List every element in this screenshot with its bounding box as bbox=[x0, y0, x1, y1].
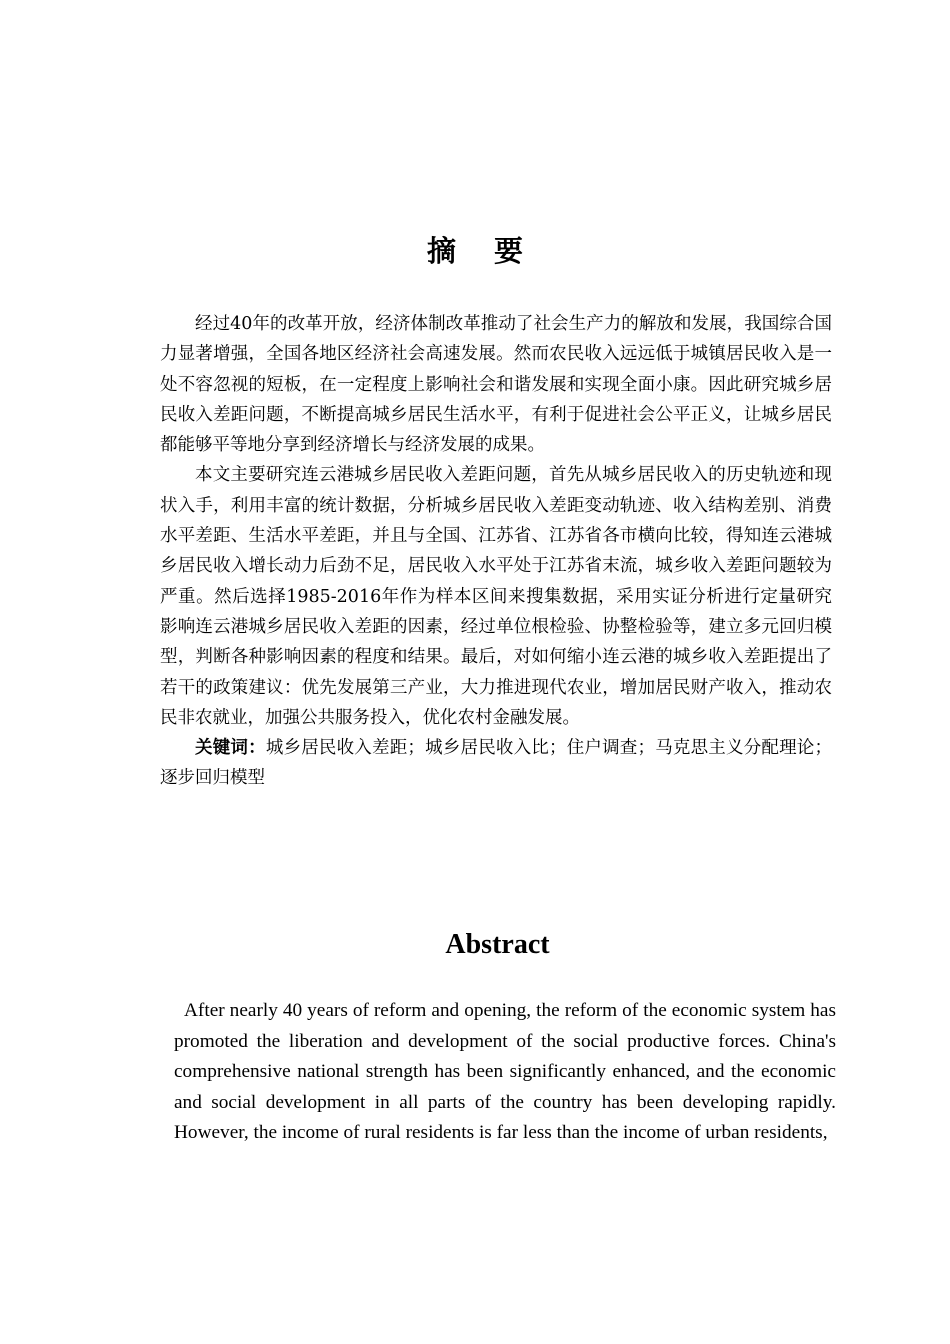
english-abstract-body bbox=[174, 996, 836, 1149]
keywords-line bbox=[160, 733, 832, 794]
english-abstract-title: Abstract bbox=[445, 929, 550, 961]
chinese-abstract-title: 摘 要 bbox=[426, 234, 538, 269]
chinese-abstract-paragraph-1: 经过40年的改革开放，经济体制改革推动了社会生产力的解放和发展，我国综合国力显著增强，全国各地区经济社会高速发展。然而农民收入远远低于城镇居民收入是一处不容忽视的短板，在一定程度上影响社会和谐发展和实现全面小康。因此研究城乡居民收入差距问题，不断提高城乡居民生活水平，有利于促进社会公平正义，让城乡居民都能够平等地分享到经济增长与经济发展的成果。 bbox=[160, 314, 832, 456]
keywords-label: 关键词： bbox=[195, 738, 266, 759]
chinese-abstract-paragraph-2: 本文主要研究连云港城乡居民收入差距问题，首先从城乡居民收入的历史轨迹和现状入手，利用丰富的统计数据，分析城乡居民收入差距变动轨迹、收入结构差别、消费水平差距、生活水平差距，并且与全国、江苏省、江苏省各市横向比较，得知连云港城乡居民收入增长动力后劲不足，居民收入水平处于江苏省末流，城乡收入差距问题较为严重。然后选择1985-2016年作为样本区间来搜集数据，采用实证分析进行定量研究影响连云港城乡居民收入差距的因素，经过单位根检验、协整检验等，建立多元回归模型，判断各种影响因素的程度和结果。最后，对如何缩小连云港的城乡收入差距提出了若干的政策建议：优先发展第三产业，大力推进现代农业，增加居民财产收入，推动农民非农就业，加强公共服务投入，优化农村金融发展。 bbox=[160, 465, 832, 728]
chinese-abstract-body bbox=[160, 309, 832, 794]
keywords-text: 城乡居民收入差距；城乡居民收入比；住户调查；马克思主义分配理论；逐步回归模型 bbox=[160, 738, 833, 789]
english-abstract-paragraph: After nearly 40 years of reform and opening, the reform of the economic system has promoted the liberation and development of the social productive forces. China's comprehensive national strength has been significantly enhanced, and the economic and social development in all parts of the country has been developing rapidly. However, the income of rural residents is far less than the income of urban residents, bbox=[174, 1000, 836, 1143]
